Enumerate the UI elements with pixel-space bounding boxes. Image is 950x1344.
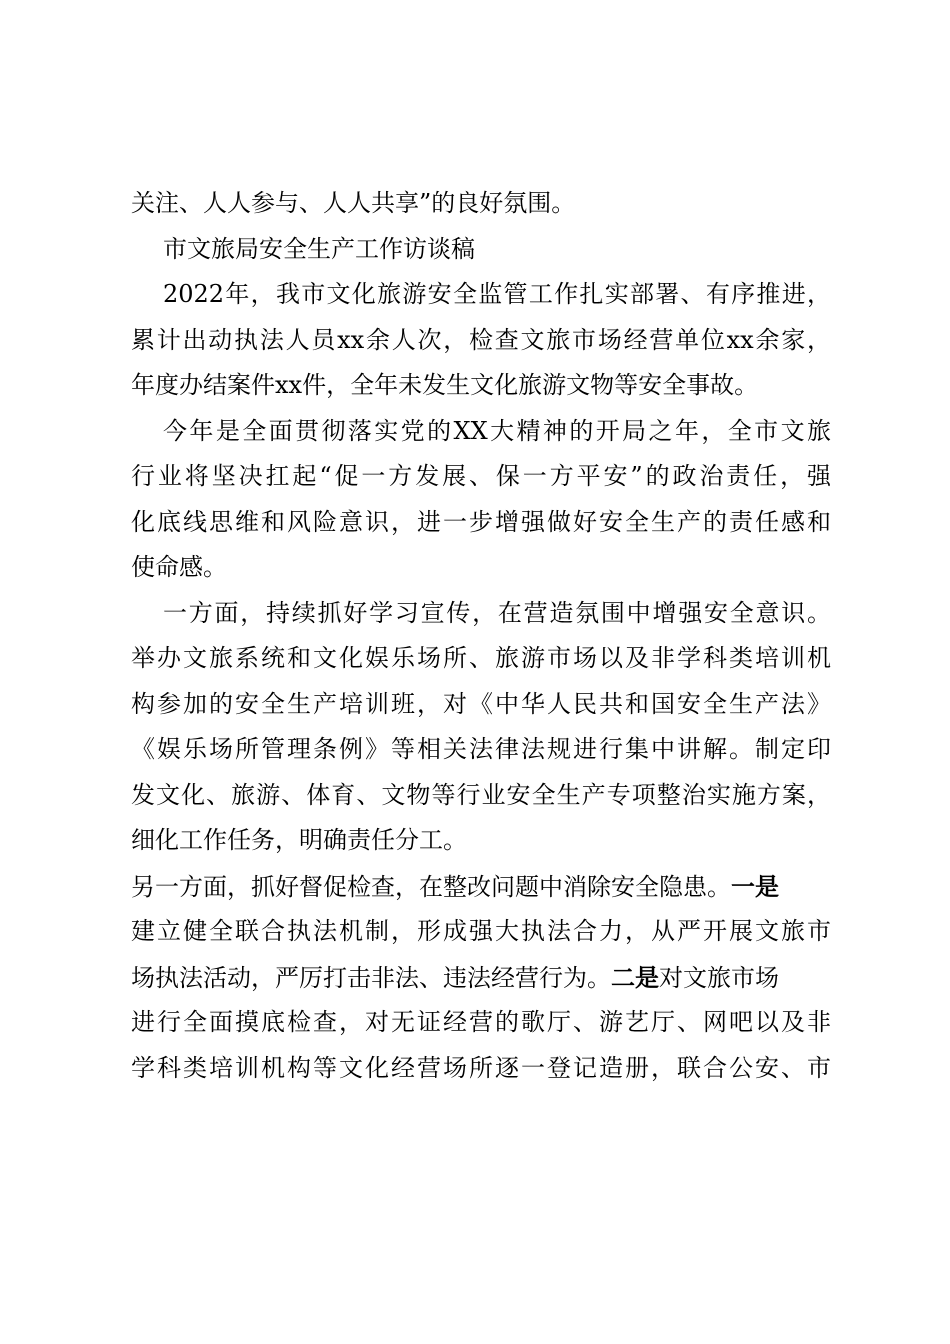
paragraph-line: 学科类培训机构等文化经营场所逐一登记造册，联合公安、市 bbox=[131, 1053, 831, 1082]
paragraph-line: 构参加的安全生产培训班，对《中华人民共和国安全生产法》 bbox=[131, 689, 831, 718]
paragraph-line: 年度办结案件xx件，全年未发生文化旅游文物等安全事故。 bbox=[131, 371, 759, 399]
paragraph-line: 使命感。 bbox=[131, 553, 227, 581]
paragraph-line: 行业将坚决扛起“促一方发展、保一方平安”的政治责任，强 bbox=[131, 462, 831, 490]
paragraph-text: 另一方面，抓好督促检查，在整改问题中消除安全隐患。 bbox=[131, 872, 731, 901]
paragraph-line: 今年是全面贯彻落实党的XX大精神的开局之年，全市文旅 bbox=[163, 416, 831, 445]
document-body bbox=[131, 181, 831, 1091]
emphasis-marker: 一是 bbox=[731, 871, 779, 901]
emphasis-marker: 二是 bbox=[611, 962, 659, 992]
paragraph-line: 关注、人人参与、人人共享”的良好氛围。 bbox=[131, 189, 576, 217]
paragraph-line: 举办文旅系统和文化娱乐场所、旅游市场以及非学科类培训机 bbox=[131, 644, 831, 672]
paragraph-line: 《娱乐场所管理条例》等相关法律法规进行集中讲解。制定印 bbox=[131, 735, 831, 763]
paragraph-line: 进行全面摸底检查，对无证经营的歌厅、游艺厅、网吧以及非 bbox=[131, 1008, 831, 1036]
paragraph-line bbox=[131, 864, 831, 910]
paragraph-text: 场执法活动，严厉打击非法、违法经营行为。 bbox=[131, 963, 611, 992]
paragraph-line: 2022年，我市文化旅游安全监管工作扎实部署、有序推进， bbox=[163, 280, 831, 308]
article-title: 市文旅局安全生产工作访谈稿 bbox=[163, 234, 475, 263]
paragraph-line: 发文化、旅游、体育、文物等行业安全生产专项整治实施方案， bbox=[131, 780, 831, 809]
paragraph-line: 一方面，持续抓好学习宣传，在营造氛围中增强安全意识。 bbox=[163, 598, 831, 627]
paragraph-line: 细化工作任务，明确责任分工。 bbox=[131, 826, 467, 854]
paragraph-line: 建立健全联合执法机制，形成强大执法合力，从严开展文旅市 bbox=[131, 917, 831, 945]
paragraph-text: 对文旅市场 bbox=[659, 963, 779, 992]
paragraph-line bbox=[131, 955, 831, 1001]
paragraph-line: 累计出动执法人员xx余人次，检查文旅市场经营单位xx余家， bbox=[131, 325, 831, 354]
paragraph-line: 化底线思维和风险意识，进一步增强做好安全生产的责任感和 bbox=[131, 507, 831, 536]
